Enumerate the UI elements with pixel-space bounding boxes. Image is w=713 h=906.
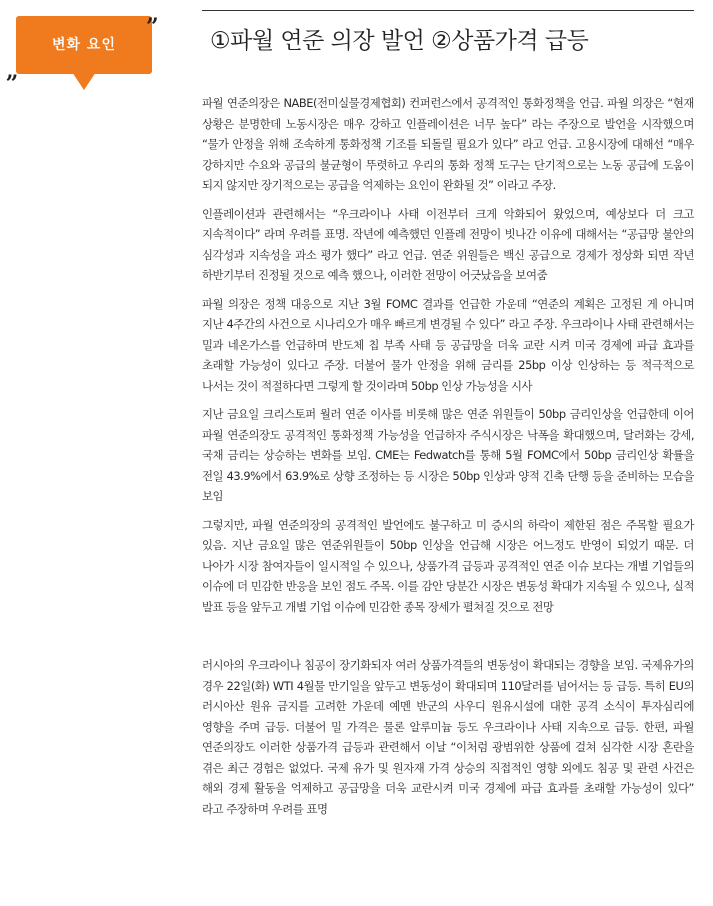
badge-label: 변화 요인: [52, 37, 116, 53]
title-divider: [202, 10, 694, 11]
paragraph-commodity-prices: 러시아의 우크라이나 침공이 장기화되자 여러 상품가격들의 변동성이 확대되는 경향을 보임. 국제유가의 경우 22일(화) WTI 4월물 만기일을 앞두고 변동성이 확대되며 110달러를 넘어서는 등 급등. 특히 EU의 러시아산 원유 금지를 고려한 가운데 예멘 반군의 사우디 원유시설에 대한 공격 소식이 투자심리에 영향을 주며 급등. 더불어 밀 가격은 물론 알루미늄 등도 우크라이나 사태 지속으로 급등. 한편, 파월 연준의장도 이러한 상품가격 급등과 관련해서 이날 “이처럼 광범위한 상품에 걸쳐 심각한 시장 혼란을 겪은 최근 경험은 없었다. 국제 유가 및 원자재 가격 상승의 직접적인 영향 외에도 침공 및 관련 사건은 해외 경제 활동을 억제하고 공급망을 더욱 교란시켜 미국 경제에 파급 효과를 초래할 가능성이 있다” 라고 주장하며 우려를 표명: [202, 658, 694, 816]
section-gap: [202, 625, 694, 655]
paragraph-inflation: 인플레이션과 관련해서는 “우크라이나 사태 이전부터 크게 악화되어 왔었으며, 예상보다 더 크고 지속적이다” 라며 우려를 표명. 작년에 예측했던 인플레 전망이 빗나간 이유에 대해서는 “공급망 불안의 심각성과 지속성을 과소 평가 했다” 라고 언급. 연준 위원들은 백신 공급으로 경제가 정상화 되면 작년 하반기부터 진정될 것으로 예측 했으나, 이러한 전망이 어긋났음을 보여줌: [202, 206, 694, 282]
page-title: ①파월 연준 의장 발언 ②상품가격 급등: [210, 28, 589, 54]
paragraph-policy-response: 파월 의장은 정책 대응으로 지난 3월 FOMC 결과를 언급한 가운데 “연준의 계획은 고정된 게 아니며 지난 4주간의 사건으로 시나리오가 매우 빠르게 변경될 수 있다” 라고 주장. 우크라이나 사태 관련해서는 밀과 네온가스를 언급하며 반도체 칩 부족 사태 등 공급망을 더욱 교란 시켜 미국 경제에 파급 효과를 초래할 가능성이 있다고 주장. 더불어 물가 안정을 위해 금리를 25bp 이상 인상하는 등 적극적으로 나서는 것이 적절하다면 그렇게 할 것이라며 50bp 인상 가능성을 시사: [202, 296, 694, 393]
change-factors-badge: [6, 14, 162, 100]
paragraph-outlook: 그렇지만, 파월 연준의장의 공격적인 발언에도 불구하고 미 증시의 하락이 제한된 점은 주목할 필요가 있음. 지난 금요일 많은 연준위원들이 50bp 인상을 언급해 시장은 어느정도 반영이 되었기 때문. 더 나아가 시장 참여자들이 일시적일 수 있으나, 상품가격 급등과 공격적인 연준 이슈 보다는 개별 기업들의 이슈에 더 민감한 반응을 보인 점도 주목. 이를 감안 당분간 시장은 변동성 확대가 지속될 수 있으나, 실적 발표 등을 앞두고 개별 기업 이슈에 민감한 종목 장세가 펼쳐질 것으로 전망: [202, 517, 694, 614]
open-quote-mark: „: [6, 58, 19, 84]
article-body: [202, 93, 694, 827]
paragraph-powell-nabe: 파월 연준의장은 NABE(전미실물경제협회) 컨퍼런스에서 공격적인 통화정책을 언급. 파월 의장은 “현재 상황은 분명한데 노동시장은 매우 강하고 인플레이션은 너무 높다” 라는 주장으로 발언을 시작했으며 “물가 안정을 위해 조속하게 통화정책 기조를 되돌릴 필요가 있다” 라고 언급. 고용시장에 대해선 “매우 강하지만 수요와 공급의 불균형이 뚜렷하고 우리의 통화 정책 도구는 단기적으로는 노동 공급에 도움이 되지 않지만 장기적으로는 공급을 억제하는 요인이 완화될 것” 이라고 주장.: [202, 96, 694, 192]
badge-pointer: [72, 72, 96, 90]
close-quote-mark: ”: [146, 14, 159, 40]
badge-box: [16, 16, 152, 74]
paragraph-market-reaction: 지난 금요일 크리스토퍼 월러 연준 이사를 비롯해 많은 연준 위원들이 50bp 금리인상을 언급한데 이어 파월 연준의장도 공격적인 통화정책 가능성을 언급하자 주식시장은 낙폭을 확대했으며, 달러화는 강세, 국채 금리는 상승하는 변화를 보임. CME는 Fedwatch를 통해 5월 FOMC에서 50bp 금리인상 확률을 전일 43.9%에서 63.9%로 상향 조정하는 등 시장은 50bp 인상과 양적 긴축 단행 등을 준비하는 모습을 보임: [202, 407, 694, 503]
